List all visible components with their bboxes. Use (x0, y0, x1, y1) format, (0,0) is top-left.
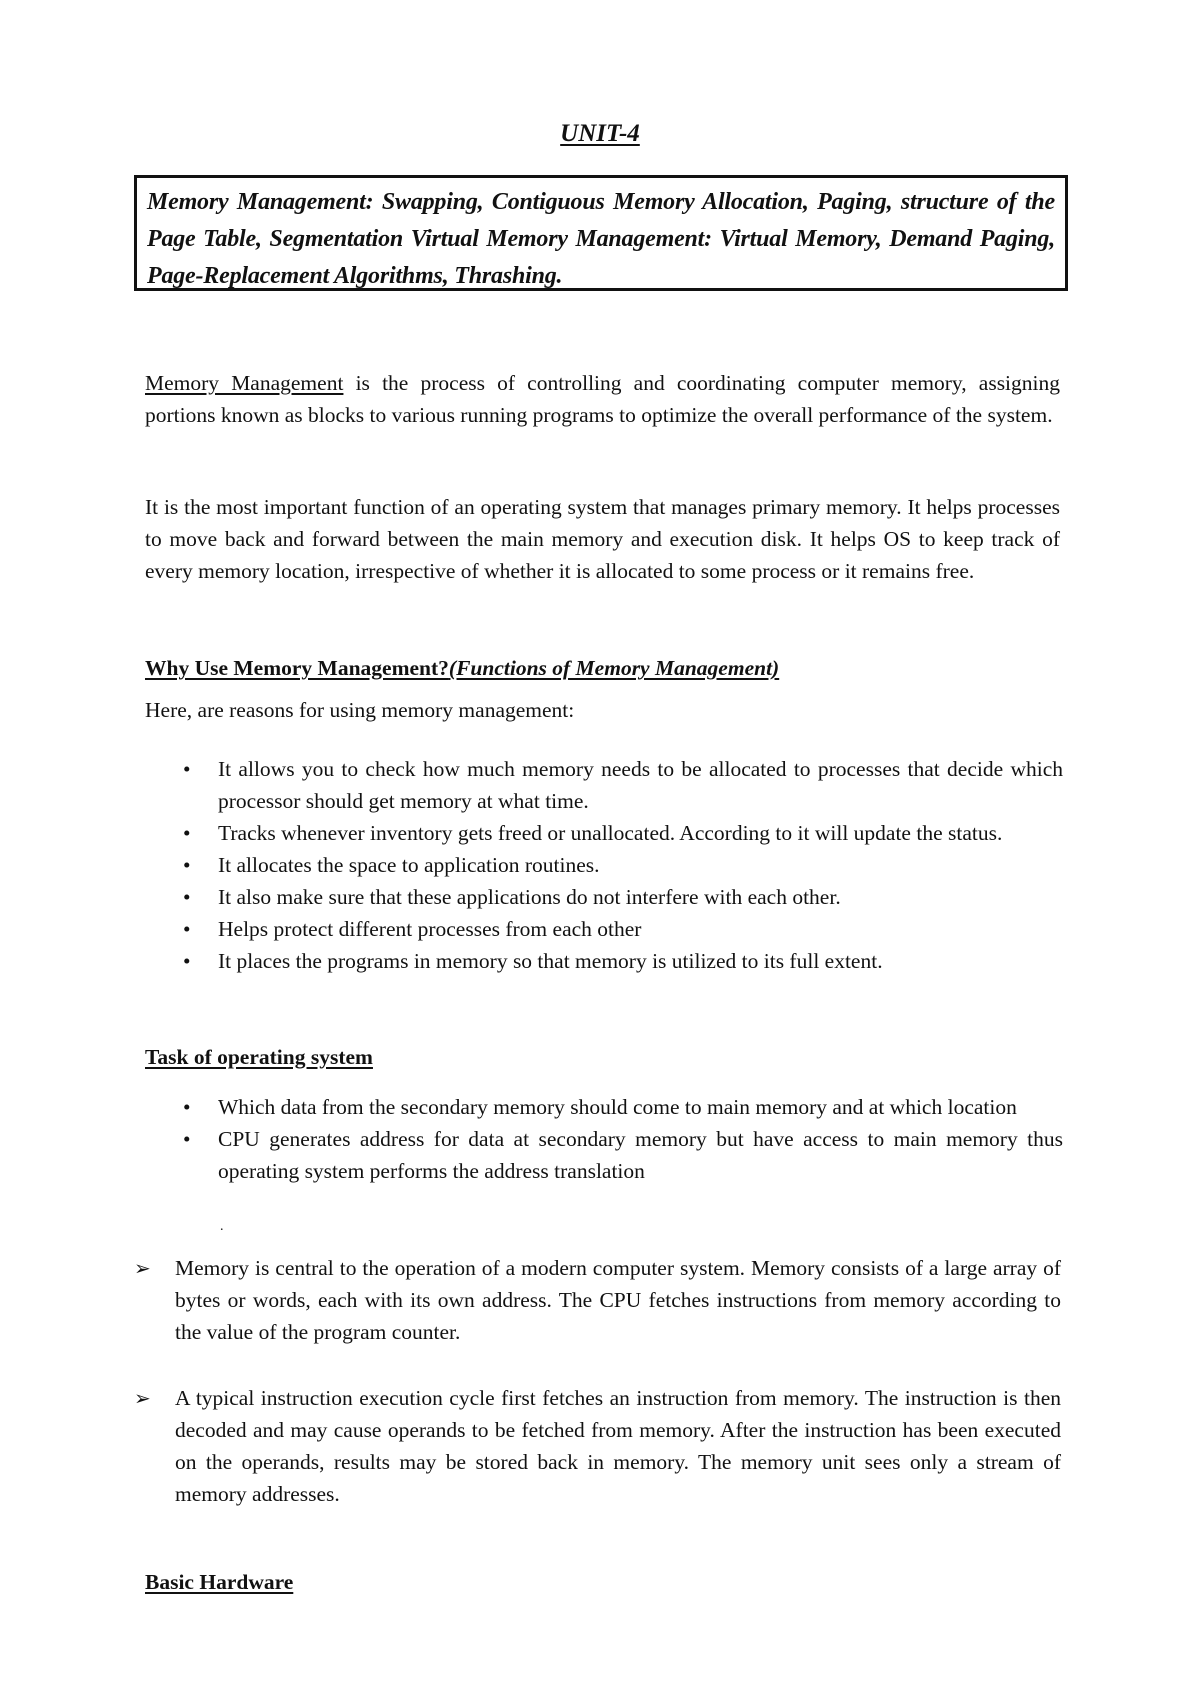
list-item-text: It allocates the space to application routines. (218, 853, 600, 877)
basic-hardware-heading: Basic Hardware (145, 1570, 294, 1594)
why-heading-text: Why Use Memory Management? (145, 656, 449, 680)
syllabus-box: Memory Management: Swapping, Contiguous Memory Allocation, Paging, structure of the Page Table, Segmentation Virtual Memory Management: Virtual Memory, Demand Paging, Page-Replacement Algorithms, Thrashing. (134, 175, 1068, 291)
arrow-bullet-icon: ➢ (134, 1386, 151, 1410)
list-item-text: It places the programs in memory so that memory is utilized to its full extent. (218, 949, 883, 973)
list-item (0, 913, 1063, 945)
bullet-icon: • (183, 1127, 191, 1151)
bullet-icon: • (183, 917, 191, 941)
why-list (0, 753, 1063, 977)
list-item (0, 945, 1063, 977)
list-item (0, 881, 1063, 913)
arrow-item-text: Memory is central to the operation of a modern computer system. Memory consists of a large array of bytes or words, each with its own address. The CPU fetches instructions from memory according to the value of the program counter. (175, 1256, 1061, 1344)
list-item-text: Tracks whenever inventory gets freed or unallocated. According to it will update the status. (218, 821, 1003, 845)
bullet-icon: • (183, 1095, 191, 1119)
bullet-icon: • (183, 821, 191, 845)
why-intro: Here, are reasons for using memory management: (145, 698, 575, 722)
list-item (0, 817, 1063, 849)
arrow-bullet-icon: ➢ (134, 1256, 151, 1280)
list-item (0, 1123, 1063, 1187)
arrow-item-text: A typical instruction execution cycle first fetches an instruction from memory. The instruction is then decoded and may cause operands to be fetched from memory. After the instruction has been executed on the operands, results may be stored back in memory. The memory unit sees only a stream of memory addresses. (175, 1386, 1061, 1506)
list-item-text: CPU generates address for data at secondary memory but have access to main memory thus operating system performs the address translation (218, 1127, 1063, 1183)
unit-title: UNIT-4 (560, 120, 640, 147)
stray-dot: . (220, 1219, 224, 1234)
list-item-text: It allows you to check how much memory needs to be allocated to processes that decide which processor should get memory at what time. (218, 757, 1063, 813)
bullet-icon: • (183, 757, 191, 781)
list-item (0, 1091, 1063, 1123)
bullet-icon: • (183, 853, 191, 877)
why-heading-italic: (Functions of Memory Management) (448, 656, 780, 680)
intro-term: Memory Management (145, 371, 344, 395)
task-list (0, 1091, 1063, 1187)
why-heading (145, 652, 779, 684)
bullet-icon: • (183, 949, 191, 973)
importance-paragraph: It is the most important function of an operating system that manages primary memory. It helps processes to move back and forward between the main memory and execution disk. It helps OS to keep track of every memory location, irrespective of whether it is allocated to some process or it remains free. (145, 495, 1060, 583)
list-item (0, 849, 1063, 881)
list-item-text: It also make sure that these applications do not interfere with each other. (218, 885, 841, 909)
list-item-text: Helps protect different processes from each other (218, 917, 642, 941)
intro-paragraph (145, 367, 1060, 431)
bullet-icon: • (183, 885, 191, 909)
list-item (0, 753, 1063, 817)
task-heading: Task of operating system (145, 1045, 373, 1069)
list-item-text: Which data from the secondary memory should come to main memory and at which location (218, 1095, 1017, 1119)
intro-rest: is the process of controlling and coordinating computer memory, assigning portions known as blocks to various running programs to optimize the overall performance of the system. (145, 371, 1061, 427)
